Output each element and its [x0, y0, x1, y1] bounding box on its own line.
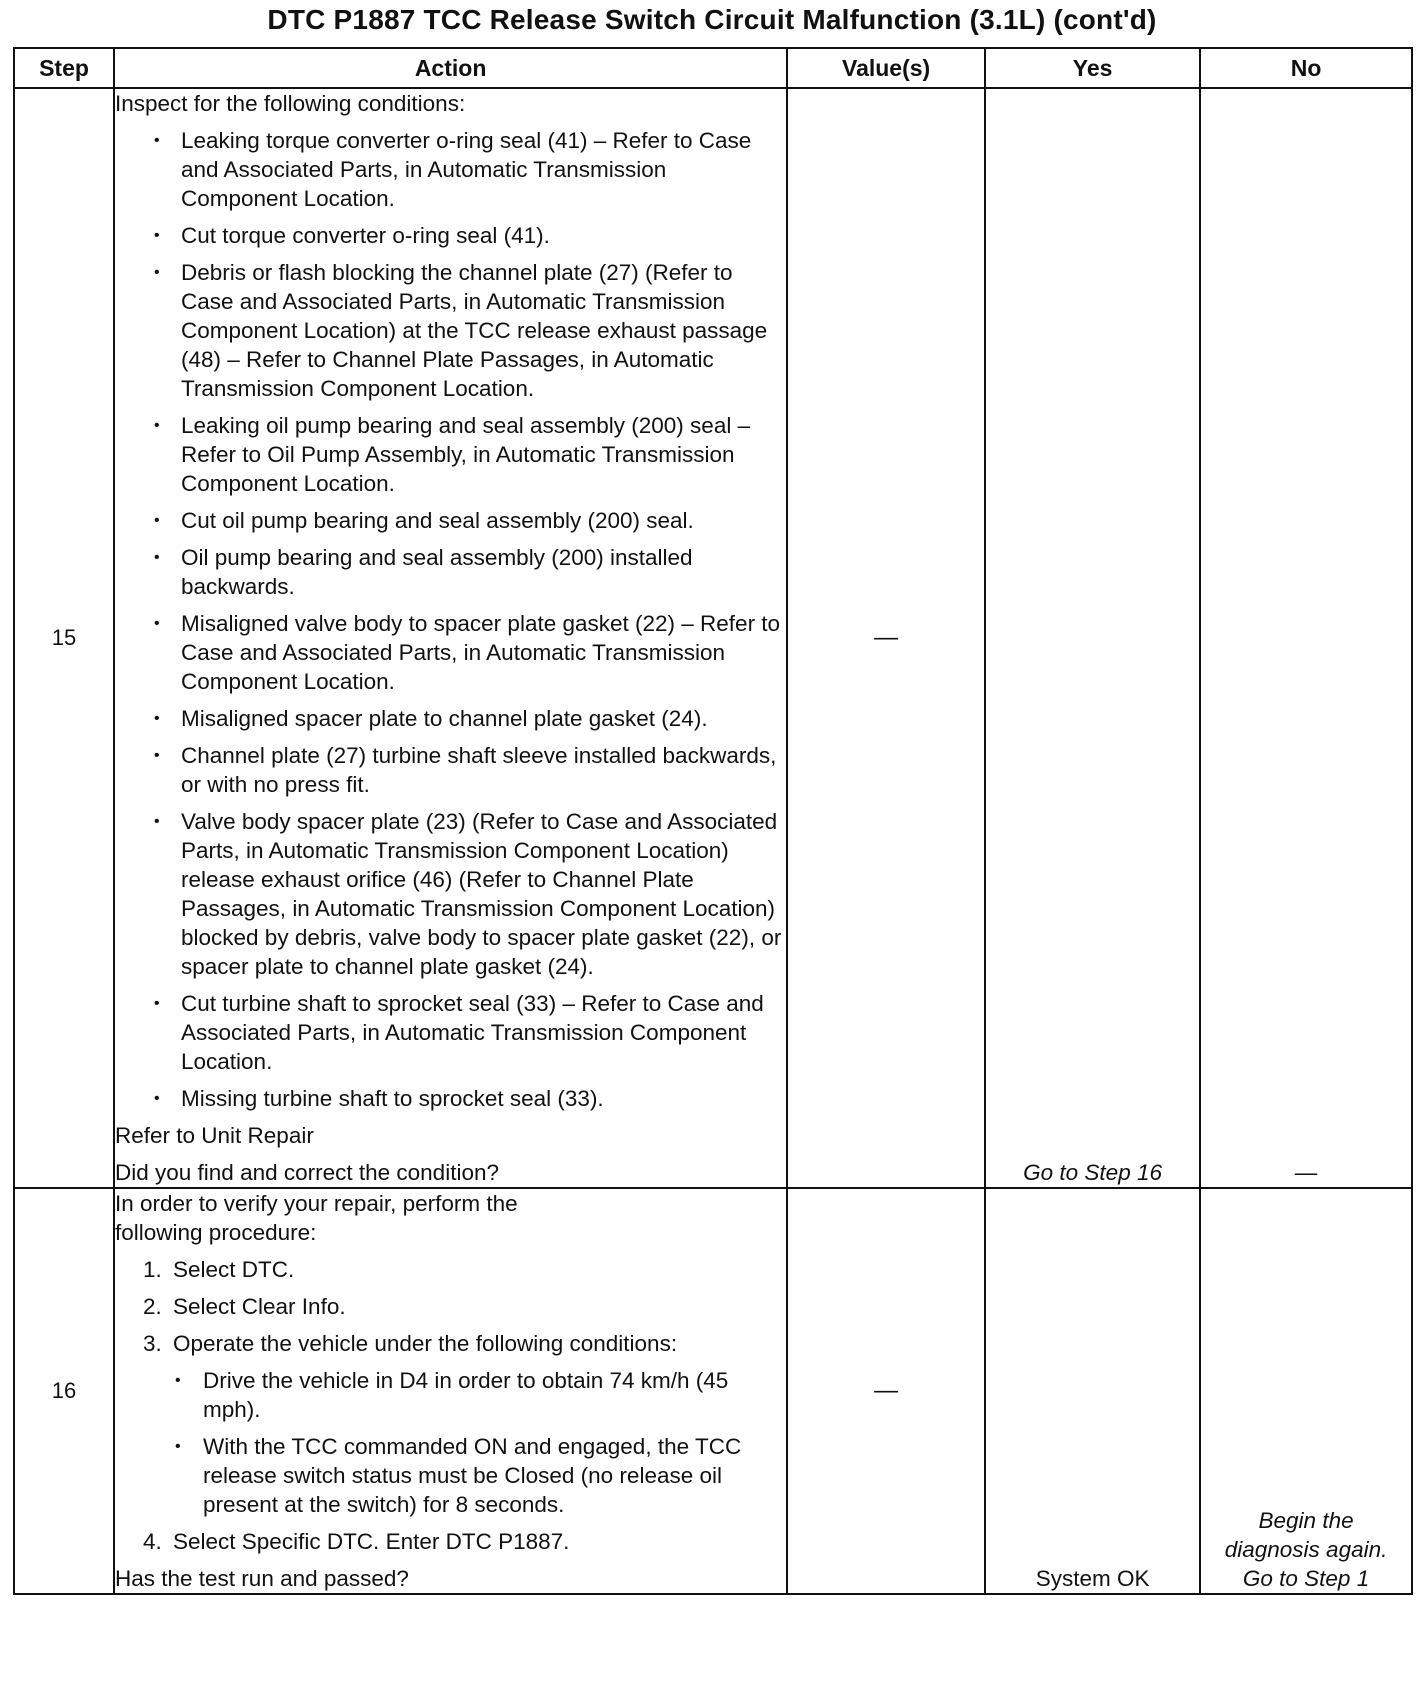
condition-item: • Valve body spacer plate (23) (Refer to Case and Associated Parts, in Automatic Transmission Component Location) release exhaust orifice (46) (Refer to Channel Plate Passages, in Automatic Transmission Component Location) blocked by debris, valve body to spacer plate gasket (22), or spacer plate to channel plate gasket (24).	[154, 807, 786, 981]
no-cell-text: Begin the diagnosis again. Go to Step 1	[1224, 1508, 1388, 1591]
refer-note: Refer to Unit Repair	[115, 1123, 314, 1148]
condition-item: • Debris or flash blocking the channel plate (27) (Refer to Case and Associated Parts, in Automatic Transmission Component Location) at the TCC release exhaust passage (48) – Refer to Channel Plate Passages, in Automatic Transmission Component Location.	[154, 258, 786, 403]
condition-list	[115, 126, 786, 1113]
procedure-list	[115, 1255, 786, 1556]
condition-item: • Oil pump bearing and seal assembly (200) installed backwards.	[154, 543, 786, 601]
procedure-step-number: 4.	[143, 1529, 162, 1554]
header-action: Action	[114, 48, 787, 88]
no-cell	[1200, 1188, 1412, 1594]
yes-cell: System OK	[985, 1188, 1200, 1594]
action-intro: Inspect for the following conditions:	[115, 91, 466, 116]
condition-item: • Cut oil pump bearing and seal assembly (200) seal.	[154, 506, 786, 535]
condition-item: • Misaligned spacer plate to channel plate gasket (24).	[154, 704, 786, 733]
table-row-step-16	[14, 1188, 1412, 1594]
procedure-step	[143, 1292, 786, 1321]
condition-item: • Leaking torque converter o-ring seal (41) – Refer to Case and Associated Parts, in Automatic Transmission Component Location.	[154, 126, 786, 213]
action-cell	[114, 1188, 787, 1594]
condition-item: • Missing turbine shaft to sprocket seal (33).	[154, 1084, 786, 1113]
yes-cell: Go to Step 16	[985, 88, 1200, 1188]
header-yes: Yes	[985, 48, 1200, 88]
page-title: DTC P1887 TCC Release Switch Circuit Malfunction (3.1L) (cont'd)	[267, 4, 1157, 35]
value-cell: —	[787, 1188, 985, 1594]
action-intro: In order to verify your repair, perform the following procedure:	[115, 1191, 518, 1245]
table-row-step-15	[14, 88, 1412, 1188]
action-cell	[114, 88, 787, 1188]
condition-item: • Leaking oil pump bearing and seal assembly (200) seal – Refer to Oil Pump Assembly, in Automatic Transmission Component Location.	[154, 411, 786, 498]
action-question: Did you find and correct the condition?	[115, 1160, 499, 1185]
diagnostic-table	[13, 47, 1413, 1595]
condition-item: • Cut torque converter o-ring seal (41).	[154, 221, 786, 250]
operating-condition-item: • Drive the vehicle in D4 in order to obtain 74 km/h (45 mph).	[173, 1366, 786, 1424]
procedure-step-text: Select Specific DTC. Enter DTC P1887.	[173, 1529, 570, 1554]
procedure-step-text: Operate the vehicle under the following conditions:	[173, 1331, 678, 1356]
condition-item: • Cut turbine shaft to sprocket seal (33) – Refer to Case and Associated Parts, in Automatic Transmission Component Location.	[154, 989, 786, 1076]
operating-conditions	[173, 1366, 786, 1519]
header-step: Step	[14, 48, 114, 88]
procedure-step-number: 3.	[143, 1331, 162, 1356]
procedure-step	[143, 1527, 786, 1556]
action-question: Has the test run and passed?	[115, 1566, 409, 1591]
procedure-step-text: Select Clear Info.	[173, 1294, 346, 1319]
step-number: 16	[14, 1188, 114, 1594]
procedure-step-text: Select DTC.	[173, 1257, 295, 1282]
operating-condition-item: • With the TCC commanded ON and engaged, the TCC release switch status must be Closed (no release oil present at the switch) for 8 seconds.	[173, 1432, 786, 1519]
header-values: Value(s)	[787, 48, 985, 88]
procedure-step-number: 1.	[143, 1257, 162, 1282]
no-cell: —	[1200, 88, 1412, 1188]
value-cell: —	[787, 88, 985, 1188]
procedure-step	[143, 1255, 786, 1284]
header-no: No	[1200, 48, 1412, 88]
procedure-step-number: 2.	[143, 1294, 162, 1319]
condition-item: • Channel plate (27) turbine shaft sleeve installed backwards, or with no press fit.	[154, 741, 786, 799]
table-header-row	[14, 48, 1412, 88]
step-number: 15	[14, 88, 114, 1188]
procedure-step	[143, 1329, 786, 1519]
condition-item: • Misaligned valve body to spacer plate gasket (22) – Refer to Case and Associated Parts, in Automatic Transmission Component Location.	[154, 609, 786, 696]
